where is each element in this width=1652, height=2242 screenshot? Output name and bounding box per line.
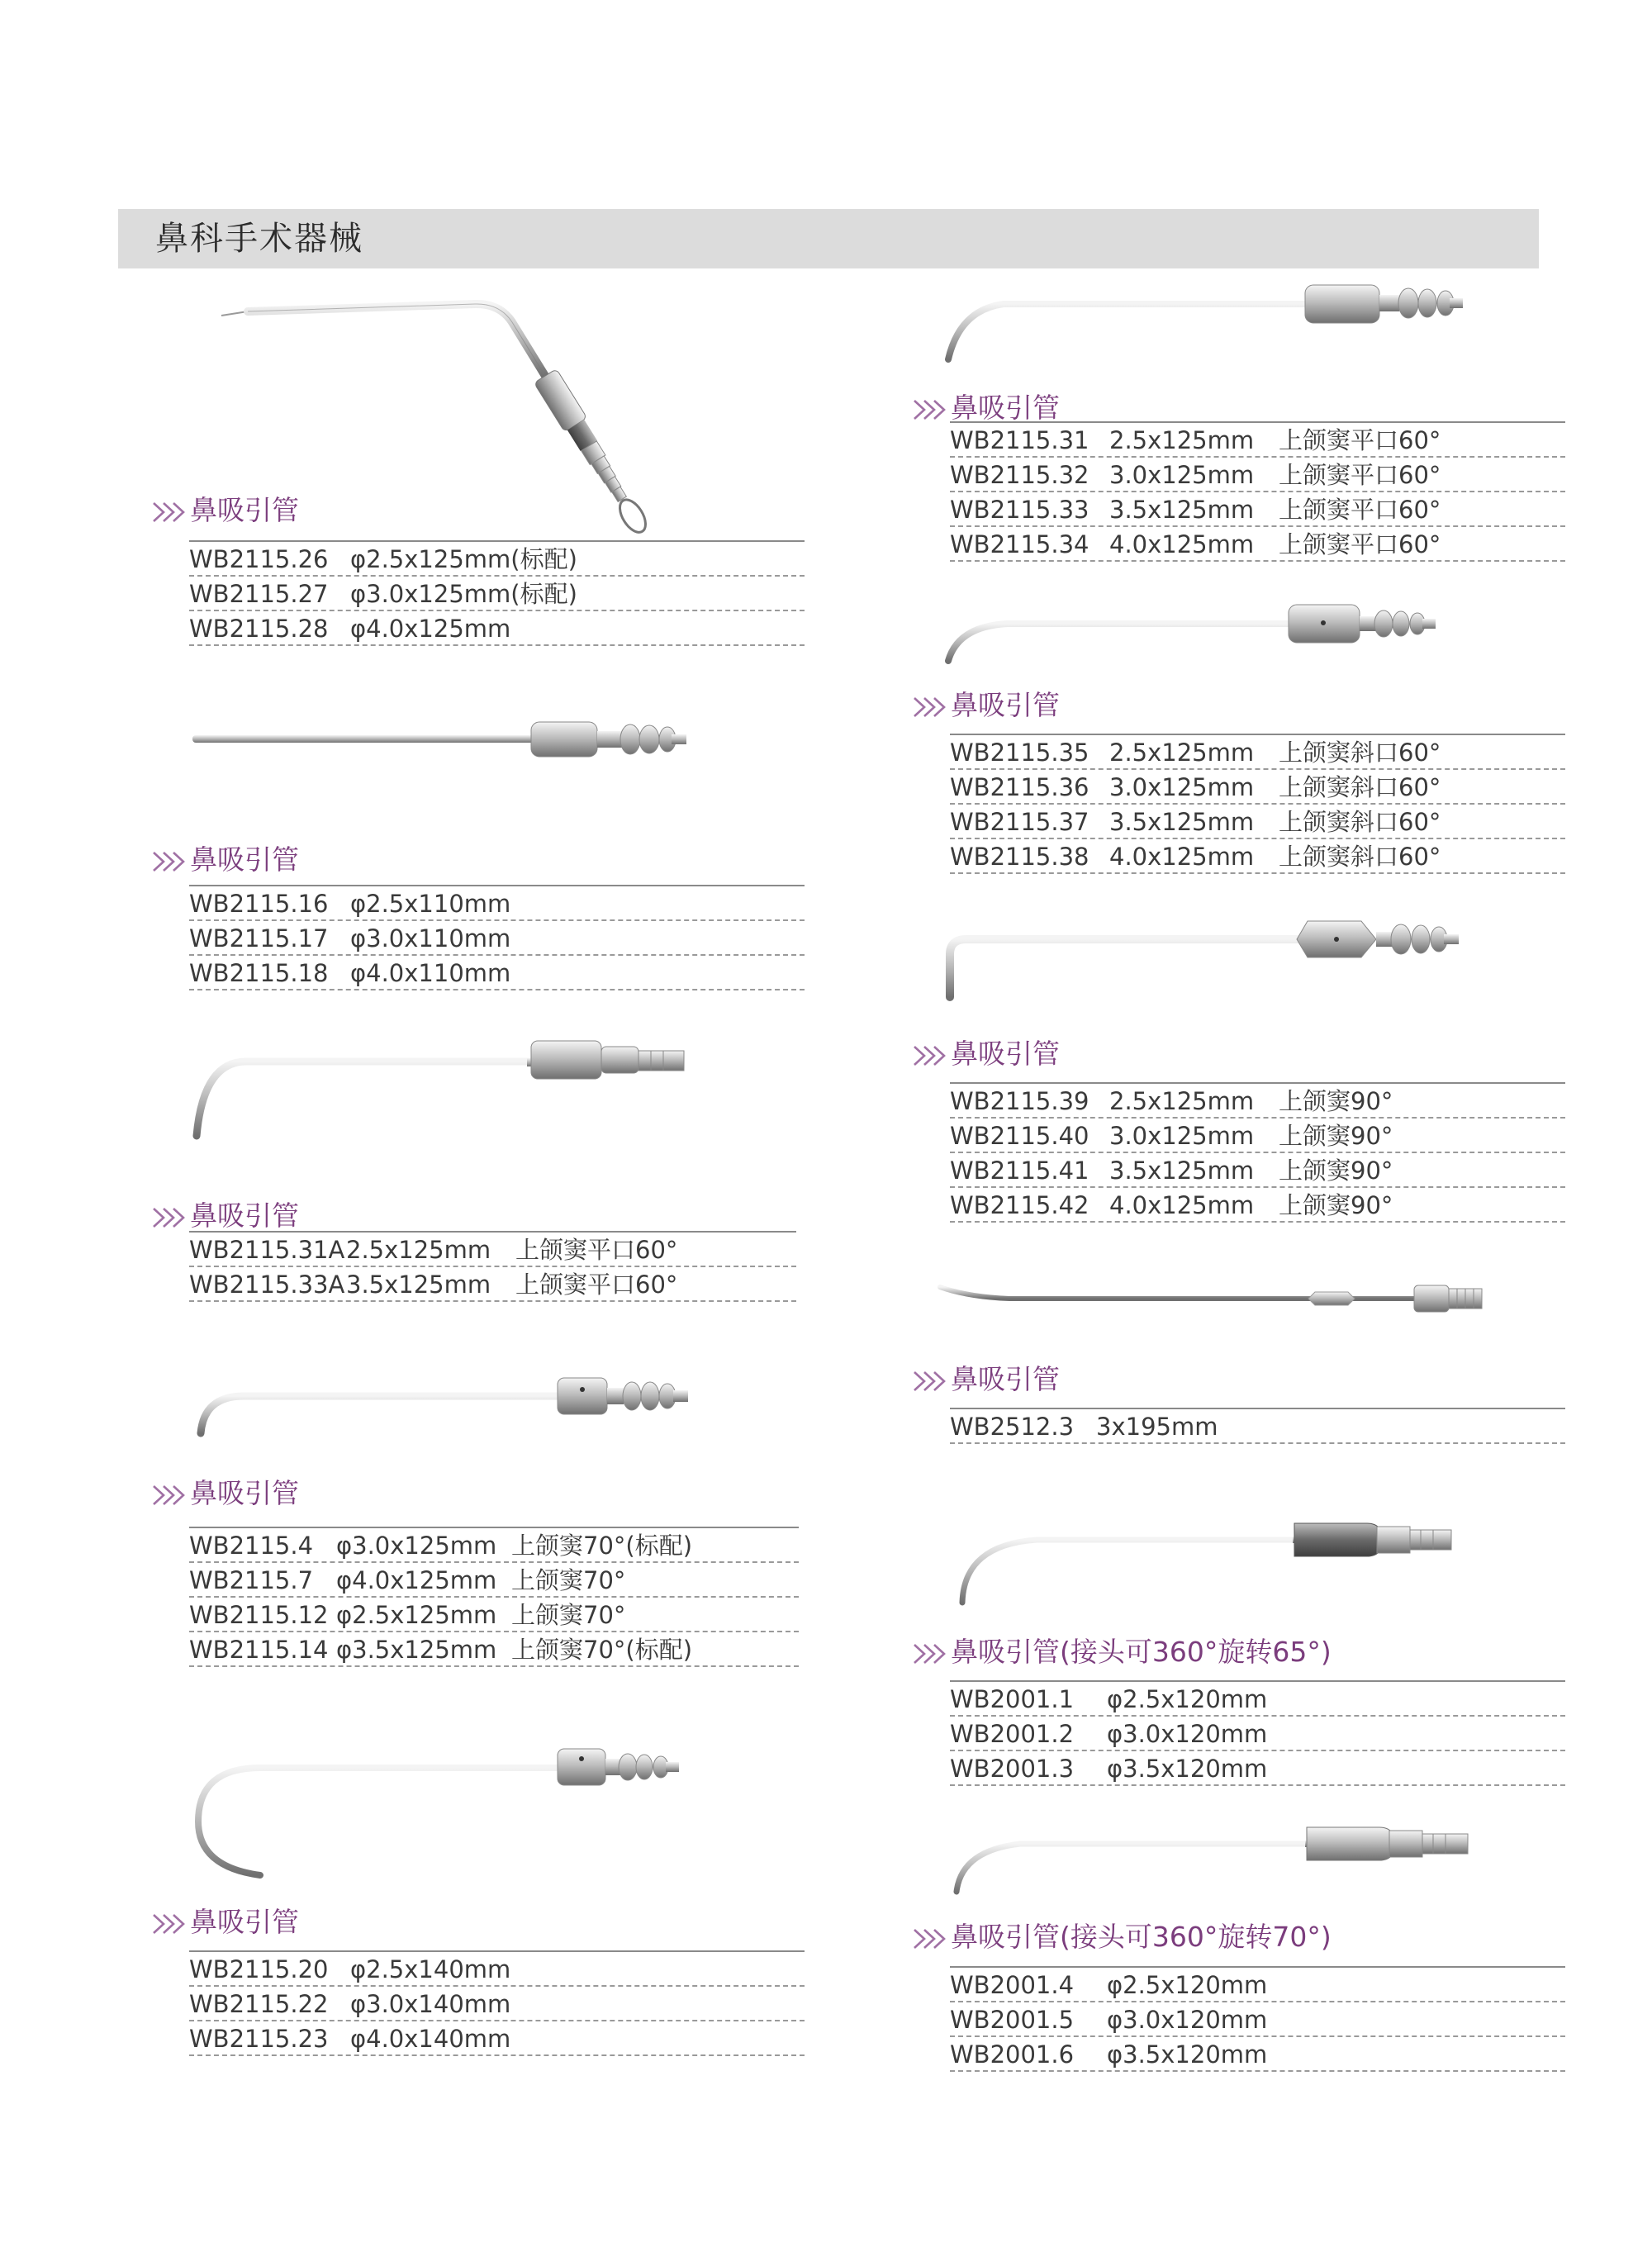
model-number: WB2115.16 <box>189 890 329 918</box>
section-title-text: 鼻吸引管 <box>951 1363 1060 1395</box>
model-number: WB2115.7 <box>189 1566 314 1594</box>
model-number: WB2001.6 <box>950 2040 1075 2069</box>
model-number: WB2001.5 <box>950 2006 1075 2034</box>
model-number: WB2115.39 <box>950 1087 1089 1115</box>
suction-tube-image <box>954 1512 1483 1611</box>
table-row <box>950 1717 1565 1751</box>
usage: 上颌窦平口60° <box>1279 496 1441 524</box>
spec: 2.5x125mm <box>1109 739 1255 767</box>
model-number: WB2115.31 <box>950 426 1089 454</box>
spec: φ2.5x120mm <box>1107 1971 1268 1999</box>
section-title <box>150 1477 299 1510</box>
spec: 2.5x125mm <box>1109 426 1255 454</box>
section-title <box>150 494 299 527</box>
spec: 3x195mm <box>1096 1413 1218 1441</box>
section-title-text: 鼻吸引管 <box>951 689 1060 721</box>
usage: 上颌窦70°(标配) <box>511 1636 693 1664</box>
model-number: WB2001.1 <box>950 1685 1075 1713</box>
usage: 上颌窦90° <box>1279 1122 1393 1150</box>
model-number: WB2115.36 <box>950 773 1089 801</box>
table-row <box>950 423 1565 458</box>
suction-tube-image <box>940 905 1469 1004</box>
suction-tube-image <box>182 1731 694 1883</box>
model-number: WB2115.12 <box>189 1601 329 1629</box>
model-number: WB2115.27 <box>189 580 329 608</box>
chevron-right-icon <box>150 1481 188 1509</box>
table-row <box>950 1968 1565 2002</box>
section-title-text: 鼻吸引管 <box>190 1906 299 1938</box>
spec: 2.5x125mm <box>1109 1087 1255 1115</box>
model-number: WB2115.35 <box>950 739 1089 767</box>
table-row <box>950 1119 1565 1153</box>
chevron-right-icon <box>911 1640 949 1668</box>
chevron-right-icon <box>150 1910 188 1938</box>
section-title-text: 鼻吸引管 <box>951 1038 1060 1070</box>
usage: 上颌窦斜口60° <box>1279 843 1441 871</box>
model-number: WB2115.33A <box>189 1271 345 1299</box>
usage: 上颌窦70° <box>511 1566 626 1594</box>
spec: φ2.5x125mm <box>336 1601 497 1629</box>
spec: φ3.5x125mm <box>336 1636 497 1664</box>
section-title <box>150 1199 299 1233</box>
table-row <box>950 735 1565 770</box>
section-title-text: 鼻吸引管 <box>951 392 1060 424</box>
spec: 2.5x125mm <box>346 1236 491 1264</box>
spec: φ3.0x140mm <box>350 1990 511 2018</box>
table-row <box>189 1233 796 1267</box>
suction-tube-image <box>950 1817 1487 1900</box>
suction-tube-image <box>188 710 692 768</box>
chevron-right-icon <box>150 498 188 526</box>
section-title-text: 鼻吸引管 <box>190 1199 299 1232</box>
section-title-text: 鼻吸引管 <box>190 494 299 526</box>
model-number: WB2001.2 <box>950 1720 1075 1748</box>
spec: 3.0x125mm <box>1109 773 1255 801</box>
spec: φ2.5x110mm <box>350 890 511 918</box>
spec: φ3.5x120mm <box>1107 1755 1268 1783</box>
spec: φ4.0x140mm <box>350 2025 511 2053</box>
table-row <box>950 770 1565 805</box>
section-header-band <box>118 209 1539 268</box>
usage: 上颌窦70° <box>511 1601 626 1629</box>
table-row <box>950 527 1565 562</box>
usage: 上颌窦斜口60° <box>1279 739 1441 767</box>
spec: 3.5x125mm <box>1109 808 1255 836</box>
table-row <box>189 886 805 921</box>
model-number: WB2115.20 <box>189 1955 329 1983</box>
spec: φ2.5x140mm <box>350 1955 511 1983</box>
spec: φ2.5x120mm <box>1107 1685 1268 1713</box>
model-number: WB2115.34 <box>950 530 1089 558</box>
model-number: WB2115.40 <box>950 1122 1089 1150</box>
usage: 上颌窦平口60° <box>515 1271 678 1299</box>
section-title-text: 鼻吸引管(接头可360°旋转70°) <box>951 1921 1332 1953</box>
chevron-right-icon <box>911 396 949 424</box>
table-row <box>189 1632 799 1667</box>
chevron-right-icon <box>911 1925 949 1953</box>
chevron-right-icon <box>911 1042 949 1070</box>
table-row <box>950 1188 1565 1223</box>
spec: φ4.0x110mm <box>350 959 511 987</box>
table-row <box>189 1598 799 1632</box>
model-number: WB2001.4 <box>950 1971 1075 1999</box>
model-number: WB2115.22 <box>189 1990 329 2018</box>
table-row <box>189 577 805 611</box>
table-row <box>950 805 1565 839</box>
table-row <box>950 492 1565 527</box>
section-title <box>911 1636 1332 1669</box>
spec: 3.0x125mm <box>1109 461 1255 489</box>
spec: 3.5x125mm <box>1109 1157 1255 1185</box>
suction-tube-image <box>942 595 1454 669</box>
spec: φ3.0x120mm <box>1107 2006 1268 2034</box>
model-number: WB2115.18 <box>189 959 329 987</box>
spec: φ4.0x125mm <box>336 1566 497 1594</box>
spec: 3.5x125mm <box>346 1271 491 1299</box>
model-number: WB2115.31A <box>189 1236 345 1264</box>
model-number: WB2115.23 <box>189 2025 329 2053</box>
table-row <box>189 921 805 956</box>
section-title-text: 鼻吸引管(接头可360°旋转65°) <box>951 1636 1332 1668</box>
usage: 上颌窦平口60° <box>1279 530 1441 558</box>
table-row <box>189 1987 805 2021</box>
section-title <box>911 392 1060 425</box>
usage: 上颌窦90° <box>1279 1157 1393 1185</box>
chevron-right-icon <box>911 693 949 721</box>
table-row <box>950 2037 1565 2072</box>
spec: 4.0x125mm <box>1109 843 1255 871</box>
section-title <box>911 1038 1060 1071</box>
usage: 上颌窦90° <box>1279 1191 1393 1219</box>
model-number: WB2115.37 <box>950 808 1089 836</box>
section-title <box>150 1906 299 1939</box>
suction-tube-image <box>935 1272 1497 1322</box>
model-number: WB2115.28 <box>189 615 329 643</box>
usage: 上颌窦斜口60° <box>1279 773 1441 801</box>
section-title-text: 鼻吸引管 <box>190 1477 299 1509</box>
table-row <box>189 1528 799 1563</box>
model-number: WB2115.41 <box>950 1157 1089 1185</box>
table-row <box>950 1409 1565 1444</box>
chevron-right-icon <box>911 1367 949 1395</box>
usage: 上颌窦平口60° <box>515 1236 678 1264</box>
table-row <box>950 1751 1565 1786</box>
suction-tube-image <box>188 1028 692 1144</box>
spec: 4.0x125mm <box>1109 530 1255 558</box>
table-row <box>189 1563 799 1598</box>
model-number: WB2115.4 <box>189 1532 314 1560</box>
section-title <box>911 1921 1332 1954</box>
table-row <box>950 1682 1565 1717</box>
section-title-text: 鼻吸引管 <box>190 843 299 876</box>
model-number: WB2115.38 <box>950 843 1089 871</box>
suction-tube-image <box>942 277 1470 368</box>
spec: 3.0x125mm <box>1109 1122 1255 1150</box>
spec: φ2.5x125mm(标配) <box>350 545 577 573</box>
table-row <box>189 1952 805 1987</box>
chevron-right-icon <box>150 1204 188 1232</box>
usage: 上颌窦70°(标配) <box>511 1532 693 1560</box>
table-row <box>189 956 805 990</box>
usage: 上颌窦90° <box>1279 1087 1393 1115</box>
spec: φ3.0x125mm <box>336 1532 497 1560</box>
table-row <box>950 1153 1565 1188</box>
spec: 3.5x125mm <box>1109 496 1255 524</box>
model-number: WB2115.33 <box>950 496 1089 524</box>
table-row <box>189 542 805 577</box>
spec: φ3.0x120mm <box>1107 1720 1268 1748</box>
model-number: WB2115.14 <box>189 1636 329 1664</box>
spec: φ3.0x125mm(标配) <box>350 580 577 608</box>
page-title: 鼻科手术器械 <box>155 220 363 258</box>
suction-tube-image <box>194 1363 698 1446</box>
model-number: WB2115.17 <box>189 924 329 952</box>
model-number: WB2001.3 <box>950 1755 1075 1783</box>
spec: φ4.0x125mm <box>350 615 511 643</box>
table-row <box>189 2021 805 2056</box>
usage: 上颌窦平口60° <box>1279 426 1441 454</box>
table-row <box>950 458 1565 492</box>
spec: φ3.0x110mm <box>350 924 511 952</box>
chevron-right-icon <box>150 848 188 876</box>
table-row <box>189 1267 796 1302</box>
table-row <box>950 1084 1565 1119</box>
usage: 上颌窦平口60° <box>1279 461 1441 489</box>
section-title <box>911 1363 1060 1396</box>
table-row <box>950 2002 1565 2037</box>
spec: φ3.5x120mm <box>1107 2040 1268 2069</box>
usage: 上颌窦斜口60° <box>1279 808 1441 836</box>
model-number: WB2512.3 <box>950 1413 1075 1441</box>
section-title <box>911 689 1060 722</box>
model-number: WB2115.26 <box>189 545 329 573</box>
spec: 4.0x125mm <box>1109 1191 1255 1219</box>
table-row <box>950 839 1565 874</box>
table-row <box>189 611 805 646</box>
model-number: WB2115.32 <box>950 461 1089 489</box>
section-title <box>150 843 299 876</box>
model-number: WB2115.42 <box>950 1191 1089 1219</box>
